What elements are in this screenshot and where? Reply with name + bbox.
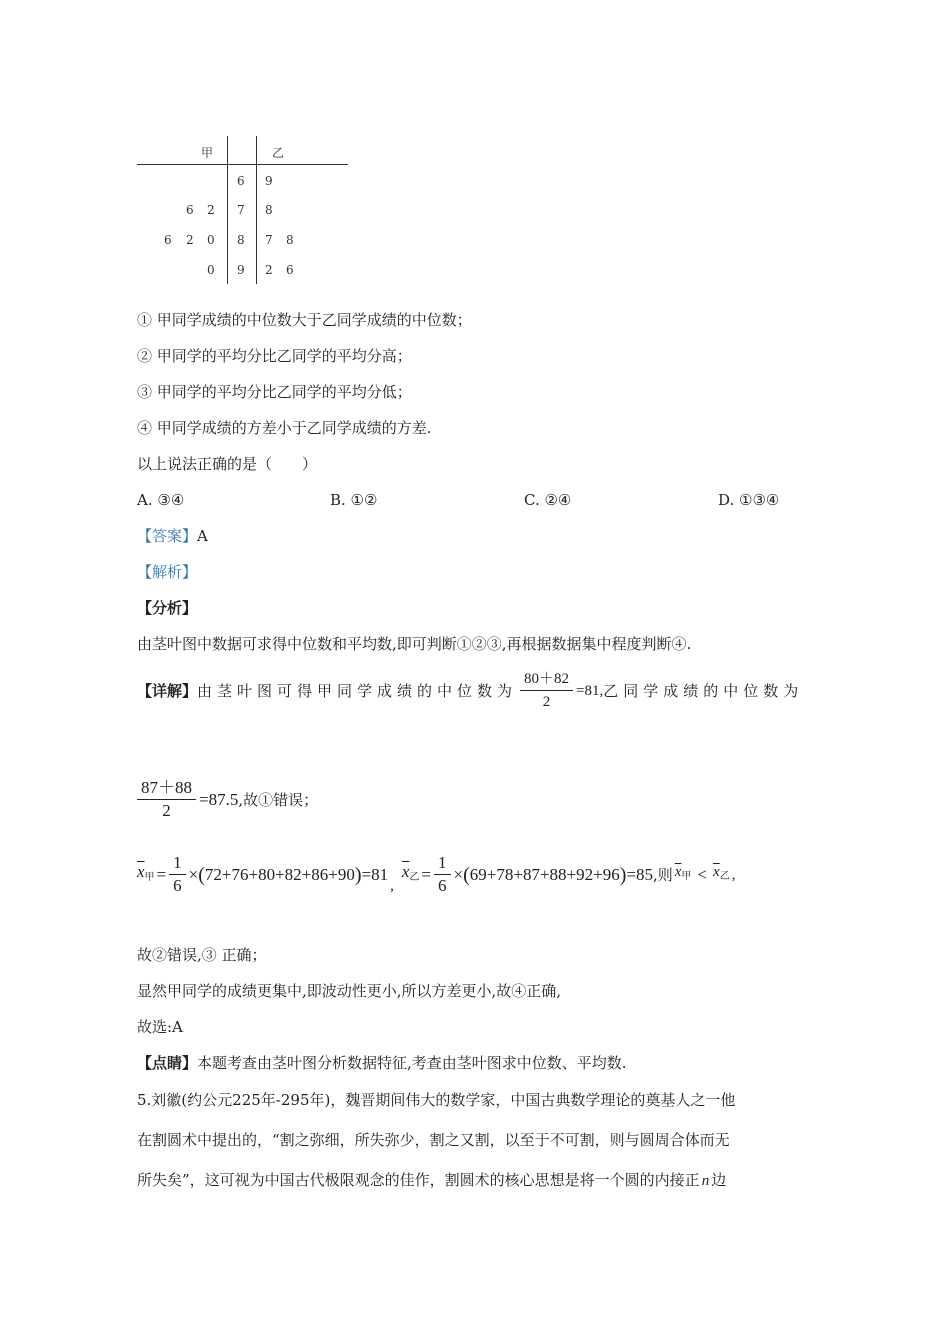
statement-1: ① 甲同学成绩的中位数大于乙同学成绩的中位数； (137, 311, 472, 329)
fraction-numerator: 80＋82 (524, 671, 570, 687)
detail-text-3: ,故①错误； (238, 790, 319, 809)
leaf-right: 9 (265, 174, 273, 188)
mean-yi-result: =85 (626, 864, 653, 884)
leaf-left: 0 (207, 263, 215, 277)
detail-text-1: 由茎叶图可得甲同学成绩的中位数为 (197, 681, 518, 700)
dianjing-line (137, 1052, 627, 1074)
leaf-right: 8 (265, 203, 273, 217)
leaf-left: 2 (186, 233, 194, 247)
mean-yi-symbol: $\overline{x}_乙$ (713, 864, 730, 882)
conclusion-2: 显然甲同学的成绩更集中,即波动性更小,所以方差更小,故④正确, (137, 982, 562, 1000)
sum-yi: 69+78+87+88+92+96 (469, 864, 620, 884)
detail-line-2 (134, 777, 318, 822)
analysis-tag: 【解析】 (137, 563, 198, 581)
mean-line: $\overline{x}_甲$ = $\frac{1}{6}$ × ( 72+76+80+82+86+90 ) =81 , $\overline{x}_乙$ = $\frac{1}{6}$ × ( 69+78+87+88+92+96 ) =85 ,则 $\overline{x}_甲$ < $\overline{x}_乙$ , (137, 853, 736, 895)
answer-tag: 【答案】 (137, 527, 198, 545)
variable-n: n (701, 1173, 710, 1189)
answer-line (137, 525, 208, 547)
leaf-left: 2 (207, 203, 215, 217)
option-b: B. ①② (330, 491, 378, 509)
leaf-left: 6 (186, 203, 194, 217)
fraction-yi-median (137, 777, 196, 822)
sum-jia: 72+76+80+82+86+90 (204, 864, 355, 884)
mean-jia-symbol: $\overline{x}_甲$ (137, 861, 155, 883)
detail-tag: 【详解】 (137, 681, 198, 700)
then-text: ,则 (652, 865, 673, 884)
question-stem: 以上说法正确的是（ ） (137, 455, 318, 473)
leaf-right: 6 (286, 263, 294, 277)
stem-6: 6 (237, 174, 245, 188)
conclusion-1: 故②错误,③ 正确； (137, 946, 267, 964)
fenxi-tag: 【分析】 (137, 599, 198, 617)
option-c: C. ②④ (524, 491, 572, 509)
result-jia-median: =81, (576, 682, 604, 699)
question-5-line-1: 5.刘徽(约公元225年-295年)，魏晋期间伟大的数学家，中国古典数学理论的奠基人之一他 (137, 1091, 736, 1109)
statement-2: ② 甲同学的平均分比乙同学的平均分高； (137, 347, 412, 365)
vertical-rule-left (227, 136, 228, 284)
fraction-one-sixth: $\frac{1}{6}$ (169, 852, 186, 897)
conclusion-3: 故选:A (137, 1018, 183, 1036)
fraction-jia-median (520, 668, 573, 713)
less-than: < (697, 864, 708, 884)
detail-text-2: 乙同学成绩的中位数为 (603, 681, 804, 700)
question-5-line-2: 在割圆术中提出的，“割之弥细，所失弥少，割之又割，以至于不可割，则与圆周合体而无 (137, 1131, 730, 1149)
mean-yi-symbol: $\overline{x}_乙$ (401, 861, 420, 883)
stem-7: 7 (237, 203, 245, 217)
fenxi-text: 由茎叶图中数据可求得中位数和平均数,即可判断①②③,再根据数据集中程度判断④. (137, 635, 692, 653)
vertical-rule-right (256, 136, 257, 284)
stem-9: 9 (237, 263, 245, 277)
dianjing-text: 本题考查由茎叶图分析数据特征,考查由茎叶图求中位数、平均数. (197, 1054, 627, 1072)
statement-4: ④ 甲同学成绩的方差小于乙同学成绩的方差. (137, 419, 432, 437)
result-yi-median: =87.5 (199, 789, 239, 809)
leaf-left: 6 (164, 233, 172, 247)
detail-line-1 (137, 668, 803, 713)
fraction-denominator: 2 (162, 801, 171, 820)
fraction-numerator: 87＋88 (141, 778, 192, 797)
header-yi: 乙 (272, 146, 285, 160)
fraction-one-sixth: $\frac{1}{6}$ (434, 852, 451, 897)
statement-3: ③ 甲同学的平均分比乙同学的平均分低； (137, 383, 412, 401)
question-5-line-3: 所失矣”，这可视为中国古代极限观念的佳作，割圆术的核心思想是将一个圆的内接正 n 边 (137, 1171, 727, 1189)
leaf-left: 0 (207, 233, 215, 247)
option-d: D. ①③④ (718, 491, 780, 509)
mean-jia-result: =81 (361, 864, 389, 884)
leaf-right: 7 (265, 233, 273, 247)
option-a: A. ③④ (137, 491, 185, 509)
header-jia: 甲 (201, 146, 214, 160)
leaf-right: 8 (286, 233, 294, 247)
answer-value: A (197, 527, 208, 545)
mean-jia-symbol: $\overline{x}_甲$ (674, 864, 692, 882)
stem-8: 8 (237, 233, 245, 247)
dianjing-tag: 【点睛】 (137, 1054, 198, 1072)
leaf-right: 2 (265, 263, 273, 277)
fraction-denominator: 2 (542, 694, 551, 710)
horizontal-rule (137, 164, 348, 165)
